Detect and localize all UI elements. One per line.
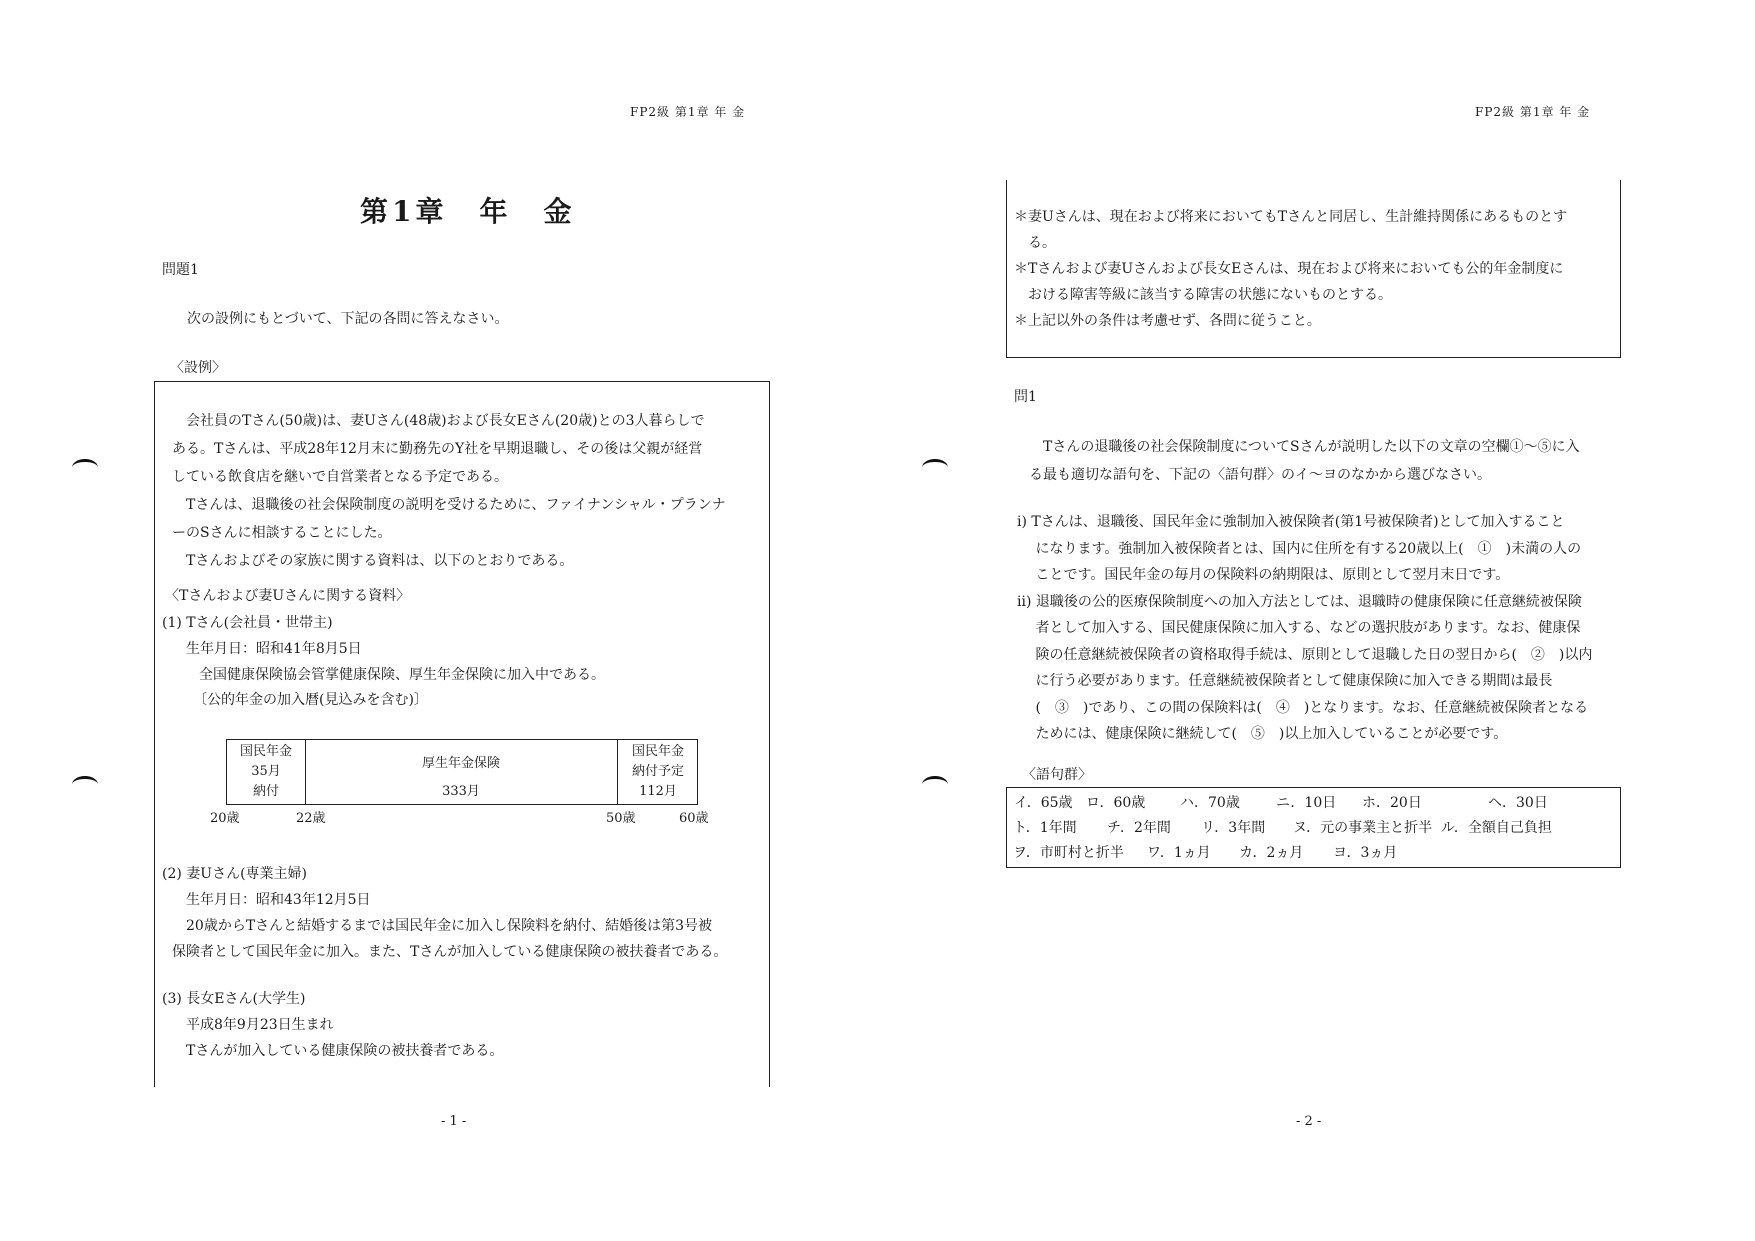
choices-row: [1013, 815, 1552, 841]
choice: ト．1年間: [1013, 820, 1077, 836]
choice: ロ．60歳: [1086, 795, 1146, 811]
cell-text: 112月: [639, 784, 677, 799]
choice: チ．2年間: [1107, 820, 1171, 836]
choice: ハ．70歳: [1180, 795, 1240, 811]
statement-line: ( ③ )であり、この間の保険料は( ④ )となります。なお、任意継続被保険者となる: [1017, 699, 1589, 716]
case-line: 会社員のTさん(50歳)は、妻Uさん(48歳)および長女Eさん(20歳)との3人暮らしで: [172, 413, 705, 429]
t-insurance: 全国健康保険協会管掌健康保険、厚生年金保険に加入中である。: [199, 667, 605, 683]
cell-employee-pension: [306, 740, 616, 804]
u-line: 20歳からTさんと結婚するまでは国民年金に加入し保険料を納付、結婚後は第3号被: [186, 918, 713, 934]
case-line: Tさんおよびその家族に関する資料は、以下のとおりである。: [172, 553, 574, 569]
case-line: ある。Tさんは、平成28年12月末に勤務先のY社を早期退職し、その後は父親が経営: [172, 441, 703, 457]
cell-text: 納付予定: [631, 764, 684, 779]
choice: ヨ．3ヵ月: [1333, 845, 1398, 861]
e-birth: 平成8年9月23日生まれ: [186, 1017, 334, 1033]
page1-number: - 1 -: [441, 1114, 467, 1129]
e-heading: (3) 長女Eさん(大学生): [162, 991, 306, 1007]
binding-mark: [922, 459, 948, 476]
u-birth: 生年月日：昭和43年12月5日: [186, 892, 371, 908]
condition-line: ＊妻Uさんは、現在および将来においてもTさんと同居し、生計維持関係にあるものとす: [1014, 209, 1568, 225]
choice: ヘ．30日: [1488, 795, 1548, 811]
word-group-label: 〈語句群〉: [1022, 767, 1092, 783]
cell-national-pension-paid: [227, 740, 306, 804]
chapter-title: 第1章 年 金: [360, 195, 576, 228]
conditions-text: [1014, 204, 1567, 334]
choice: ワ．1ヵ月: [1147, 845, 1211, 861]
cell-text: 35月: [251, 764, 281, 779]
cell-text: 納付: [252, 784, 279, 799]
page2-number: - 2 -: [1296, 1114, 1322, 1129]
choice: ヌ．元の事業主と折半: [1293, 820, 1433, 836]
cell-text: 厚生年金保険: [421, 756, 500, 771]
age-label: 50歳: [606, 811, 636, 826]
question-line: Tさんの退職後の社会保険制度についてSさんが説明した以下の文章の空欄①～⑤に入: [1029, 439, 1580, 455]
question-label: 問1: [1014, 389, 1037, 405]
age-label: 60歳: [679, 811, 709, 826]
choice: イ．65歳: [1014, 795, 1073, 811]
age-label: 20歳: [210, 811, 240, 826]
materials-title: 〈Tさんおよび妻Uさんに関する資料〉: [165, 588, 411, 604]
u-heading: (2) 妻Uさん(専業主婦): [162, 866, 308, 882]
statement-line: ⅱ) 退職後の公的医療保険制度への加入方法としては、退職時の健康保険に任意継続被保険: [1017, 593, 1582, 610]
case-line: ーのSさんに相談することにした。: [172, 525, 392, 541]
binding-mark: [72, 459, 98, 476]
statement-line: ことです。国民年金の毎月の保険料の納期限は、原則として翌月末日です。: [1017, 567, 1510, 583]
choice: ヲ．市町村と折半: [1013, 845, 1124, 861]
age-label: 22歳: [296, 811, 326, 826]
question-line: る最も適切な語句を、下記の〈語句群〉のイ～ヨのなかから選びなさい。: [1029, 467, 1491, 483]
choice: カ．2ヵ月: [1239, 845, 1304, 861]
t-birth: 生年月日：昭和41年8月5日: [186, 641, 362, 657]
choices-row: [1013, 789, 1549, 817]
choice: ニ．10日: [1276, 795, 1337, 811]
choice: ホ．20日: [1362, 795, 1422, 811]
choices-table: [1013, 789, 1549, 817]
statement-line: ⅰ) Tさんは、退職後、国民年金に強制加入被保険者(第1号被保険者)として加入すること: [1017, 514, 1565, 530]
case-line: Tさんは、退職後の社会保険制度の説明を受けるために、ファイナンシャル・プランナ: [172, 497, 726, 513]
problem-instruction: 次の設例にもとづいて、下記の各問に答えなさい。: [187, 311, 509, 327]
u-line: 保険者として国民年金に加入。また、Tさんが加入している健康保険の被扶養者である。: [172, 944, 728, 960]
condition-line: ＊上記以外の条件は考慮せず、各問に従うこと。: [1014, 313, 1321, 329]
binding-mark: [72, 776, 98, 793]
cell-text: 333月: [442, 784, 480, 799]
page2-header: FP2級 第1章 年 金: [1475, 105, 1591, 119]
t-heading: (1) Tさん(会社員・世帯主): [162, 615, 333, 631]
case-line: している飲食店を継いで自営業者となる予定である。: [172, 469, 508, 485]
case-label: 〈設例〉: [170, 360, 226, 376]
statement-line: になります。強制加入被保険者とは、国内に住所を有する20歳以上( ① )未満の人の: [1017, 540, 1582, 557]
e-note: Tさんが加入している健康保険の被扶養者である。: [186, 1043, 504, 1059]
t-history-label: 〔公的年金の加入暦(見込みを含む)〕: [193, 692, 428, 708]
choice: リ．3年間: [1201, 820, 1266, 836]
word-group-box: [1006, 787, 1621, 868]
cell-national-pension-planned: [617, 740, 698, 804]
choices-row: [1013, 840, 1397, 866]
choice: ル．全額自己負担: [1441, 820, 1552, 836]
condition-line: おける障害等級に該当する障害の状態にないものとする。: [1014, 287, 1392, 303]
statement-line: 険の任意継続被保険者の資格取得手続は、原則として退職した日の翌日から( ② )以内: [1017, 646, 1593, 663]
case-text: [172, 407, 726, 575]
problem-label: 問題1: [162, 262, 199, 278]
statement-line: ためには、健康保険に継続して( ⑤ )以上加入していることが必要です。: [1017, 726, 1508, 742]
binding-mark: [922, 776, 948, 793]
statement-line: 者として加入する、国民健康保険に加入する、などの選択肢があります。なお、健康保: [1017, 620, 1581, 636]
condition-line: る。: [1014, 235, 1056, 251]
cell-text: 国民年金: [239, 744, 292, 759]
page1-header: FP2級 第1章 年 金: [630, 105, 746, 119]
question-text: [1029, 433, 1580, 489]
cell-text: 国民年金: [631, 744, 684, 759]
condition-line: ＊Tさんおよび妻Uさんおよび長女Eさんは、現在および将来においても公的年金制度に: [1014, 261, 1564, 277]
statement-line: に行う必要があります。任意継続被保険者として健康保険に加入できる期間は最長: [1017, 673, 1553, 689]
pension-history-diagram: [226, 739, 698, 805]
statements: [1017, 509, 1592, 748]
